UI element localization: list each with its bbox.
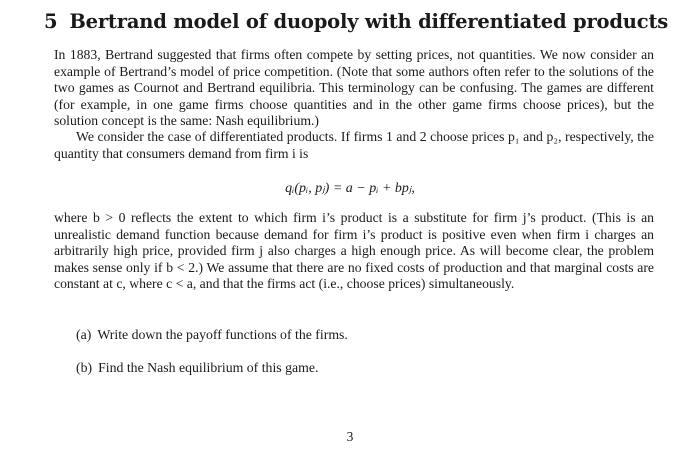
- question-text: Write down the payoff functions of the firms.: [97, 327, 348, 342]
- question-label: (b): [76, 360, 93, 375]
- question-b: [76, 360, 636, 376]
- paragraph-intro: In 1883, Bertrand suggested that firms often compete by setting prices, not quantities. We now consider an example of Bertrand’s model of price competition. (Note that some authors often refer to the solutions of the two games as Cournot and Bertrand equilibria. This terminology can be confusing. The games are different (for example, in one game firms choose quantities and in the other game firms choose prices), but the solution concept is the same: Nash equilibrium.): [54, 47, 654, 128]
- section-number: 5: [44, 10, 58, 33]
- paragraph-setup: We consider the case of differentiated products. If firms 1 and 2 choose prices p₁ and p₂, respectively, the quantity that consumers demand from firm i is: [54, 129, 654, 161]
- demand-equation: qᵢ(pᵢ, pⱼ) = a − pᵢ + bpⱼ,: [285, 181, 415, 196]
- question-text: Find the Nash equilibrium of this game.: [98, 360, 319, 375]
- page-number: 3: [346, 429, 354, 444]
- section-title: Bertrand model of duopoly with differentiated products: [69, 10, 669, 33]
- paragraph-assumptions: where b > 0 reflects the extent to which firm i’s product is a substitute for firm j’s product. (This is an unrealistic demand function because demand for firm i’s product is positive even when firm i charges an arbitrarily high price, provided firm j also charges a high enough price. As will become clear, the problem makes sense only if b < 2.) We assume that there are no fixed costs of production and that marginal costs are constant at c, where c < a, and that the firms act (i.e., choose prices) simultaneously.: [54, 210, 654, 291]
- question-a: [76, 327, 636, 343]
- question-label: (a): [76, 327, 92, 342]
- section-heading: [44, 10, 674, 33]
